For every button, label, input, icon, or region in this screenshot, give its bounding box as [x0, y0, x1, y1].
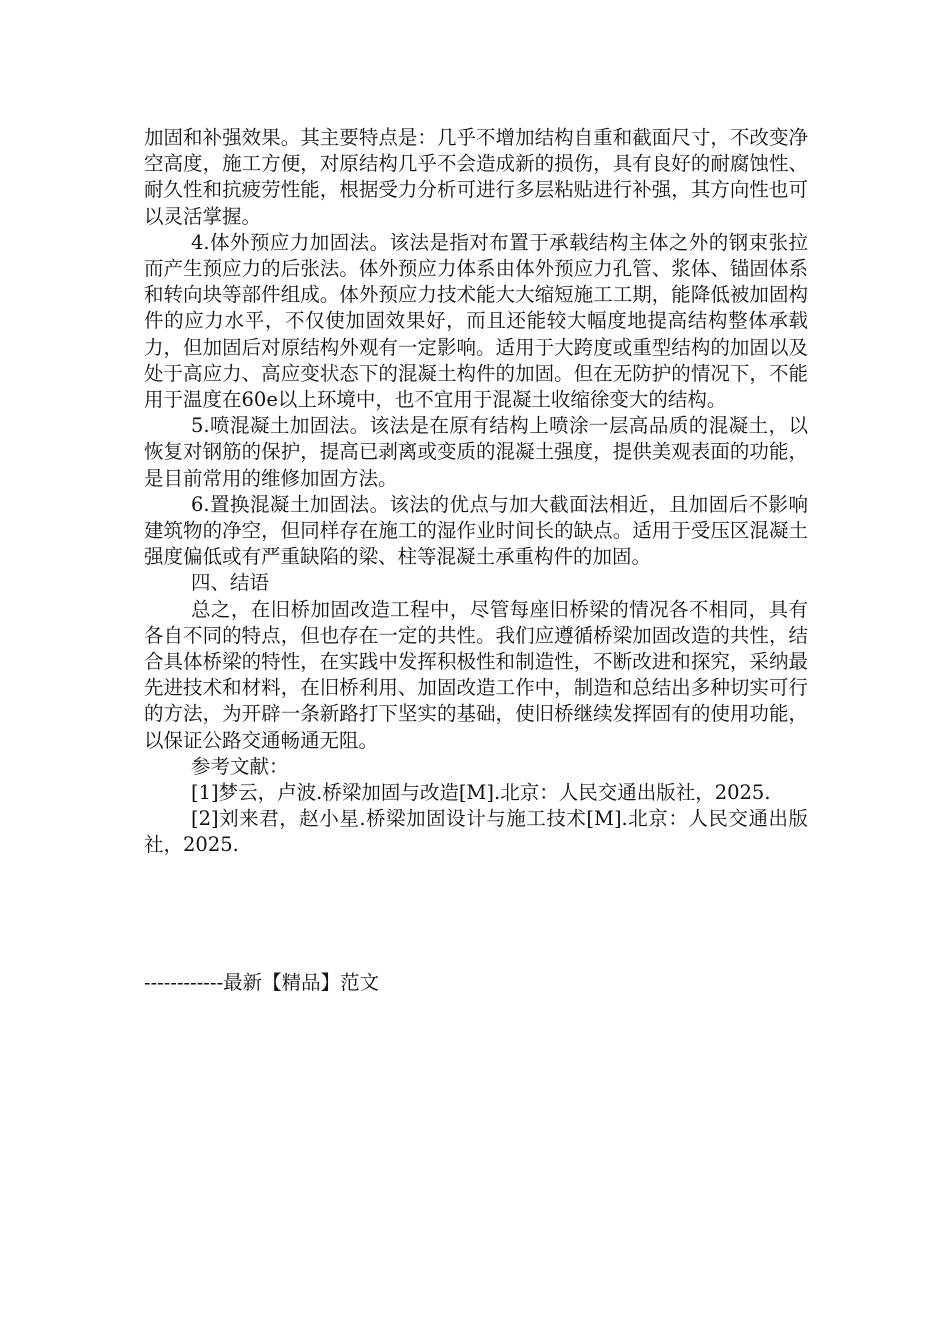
paragraph-conclusion: 总之，在旧桥加固改造工程中，尽管每座旧桥梁的情况各不相同，具有各自不同的特点，但也存在一定的共性。我们应遵循桥梁加固改造的共性，结合具体桥梁的特性，在实践中发挥积极性和制造性，不断改进和探究，采纳最先进技术和材料，在旧桥利用、加固改造工作中，制造和总结出多种切实可行的方法，为开辟一条新路打下坚实的基础，使旧桥继续发挥固有的使用功能，以保证公路交通畅通无阻。: [144, 597, 808, 752]
document-body: [144, 125, 808, 859]
paragraph-external-prestress: 4.体外预应力加固法。该法是指对布置于承载结构主体之外的钢束张拉而产生预应力的后张法。体外预应力体系由体外预应力孔管、浆体、锚固体系和转向块等部件组成。体外预应力技术能大大缩短施工工期，能降低被加固构件的应力水平，不仅使加固效果好，而且还能较大幅度地提高结构整体承载力，但加固后对原结构外观有一定影响。适用于大跨度或重型结构的加固以及处于高应力、高应变状态下的混凝土构件的加固。但在无防护的情况下，不能用于温度在60e以上环境中，也不宜用于混凝土收缩徐变大的结构。: [144, 230, 808, 412]
reference-item: [2]刘来君，赵小星.桥梁加固设计与施工技术[M].北京：人民交通出版社，2025.: [144, 807, 808, 857]
paragraph-shotcrete: 5.喷混凝土加固法。该法是在原有结构上喷涂一层高品质的混凝土，以恢复对钢筋的保护，提高已剥离或变质的混凝土强度，提供美观表面的功能，是目前常用的维修加固方法。: [144, 414, 808, 490]
paragraph-carbon-fiber-tail: 加固和补强效果。其主要特点是：几乎不增加结构自重和截面尺寸，不改变净空高度，施工方便，对原结构几乎不会造成新的损伤，具有良好的耐腐蚀性、耐久性和抗疲劳性能，根据受力分析可进行多层粘贴进行补强，其方向性也可以灵活掌握。: [144, 126, 808, 228]
reference-item: [1]梦云，卢波.桥梁加固与改造[M].北京：人民交通出版社，2025.: [191, 781, 771, 805]
section-heading-conclusion: 四、结语: [191, 571, 270, 595]
references-heading: 参考文献：: [191, 754, 289, 778]
footer-text: ------------最新【精品】范文: [144, 971, 380, 994]
paragraph-concrete-replacement: 6.置换混凝土加固法。该法的优点与加大截面法相近，且加固后不影响建筑物的净空，但同样存在施工的湿作业时间长的缺点。适用于受压区混凝土强度偏低或有严重缺陷的梁、柱等混凝土承重构件的加固。: [144, 492, 808, 569]
